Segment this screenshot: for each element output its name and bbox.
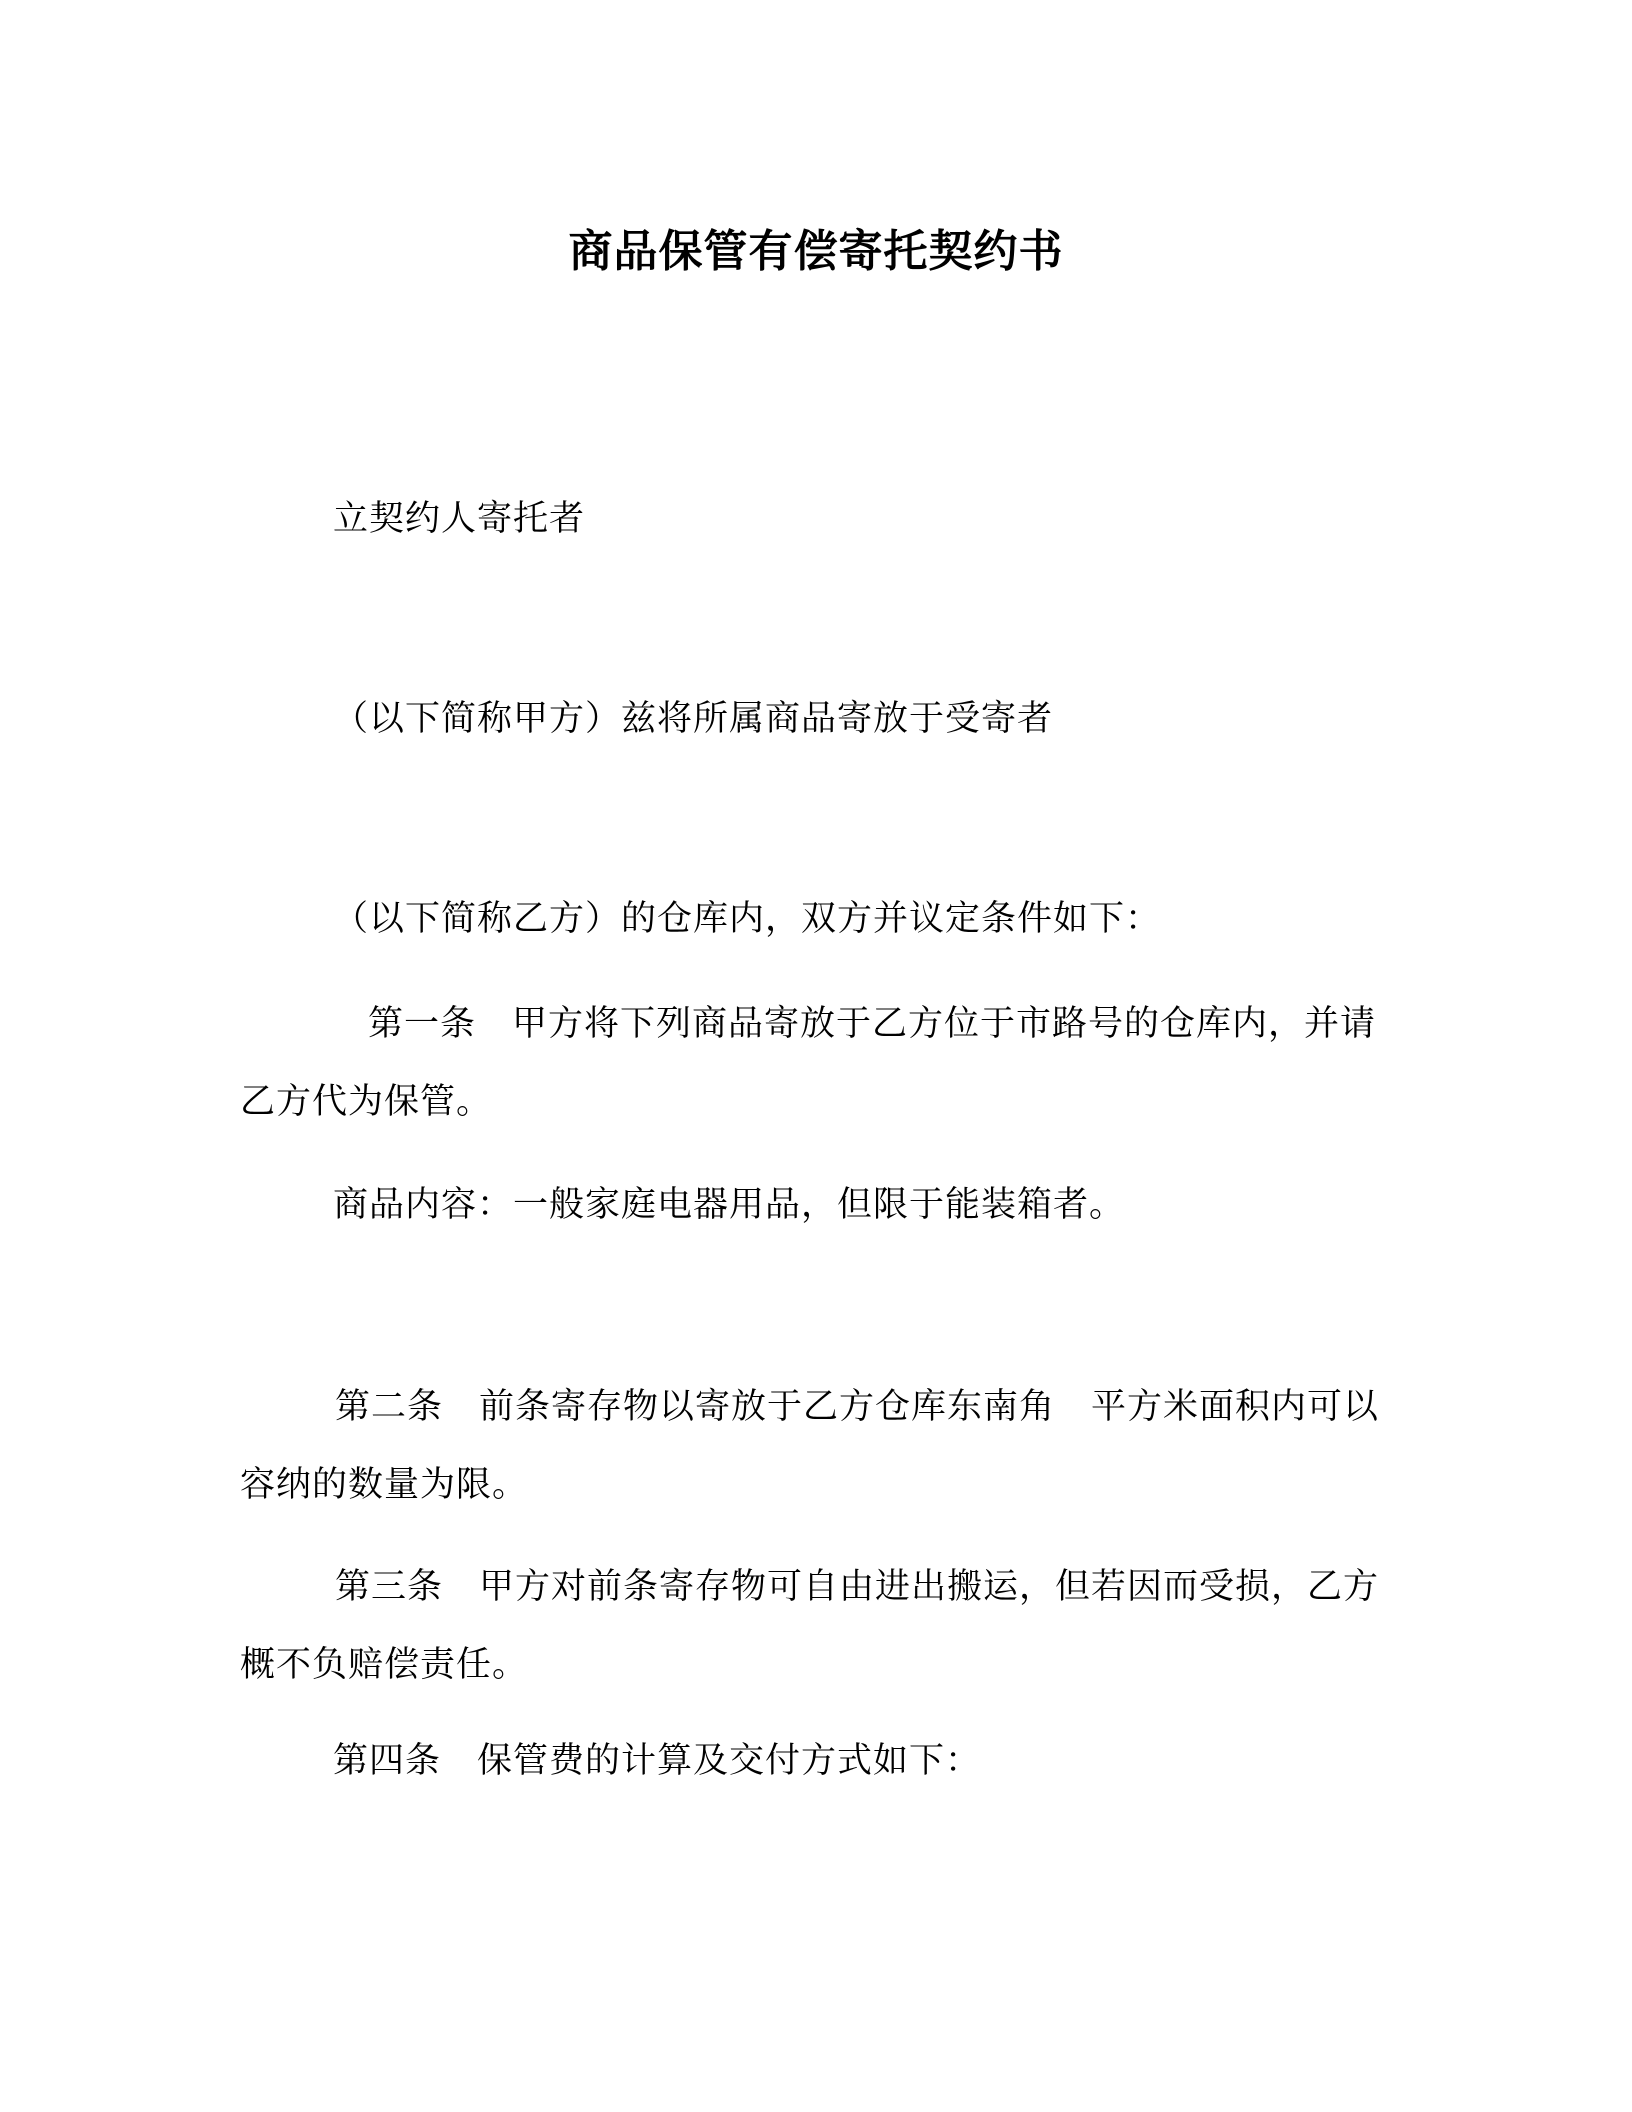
article-3: 第三条 甲方对前条寄存物可自由进出搬运，但若因而受损，乙方概不负赔偿责任。 (240, 1567, 1380, 1685)
article-2: 第二条 前条寄存物以寄放于乙方仓库东南角 平方米面积内可以容纳的数量为限。 (240, 1387, 1380, 1505)
preamble-line-party-a: （以下简称甲方）兹将所属商品寄放于受寄者 (333, 699, 1054, 739)
document-title: 商品保管有偿寄托契约书 (568, 226, 1064, 277)
article-4: 第四条 保管费的计算及交付方式如下： (333, 1741, 982, 1781)
article-1: 第一条 甲方将下列商品寄放于乙方位于市路号的仓库内，并请乙方代为保管。 (240, 1004, 1377, 1122)
article-1-goods-content: 商品内容：一般家庭电器用品，但限于能装箱者。 (333, 1185, 1126, 1225)
preamble-line-depositor: 立契约人寄托者 (333, 499, 586, 539)
preamble-line-party-b: （以下简称乙方）的仓库内，双方并议定条件如下： (333, 899, 1162, 939)
